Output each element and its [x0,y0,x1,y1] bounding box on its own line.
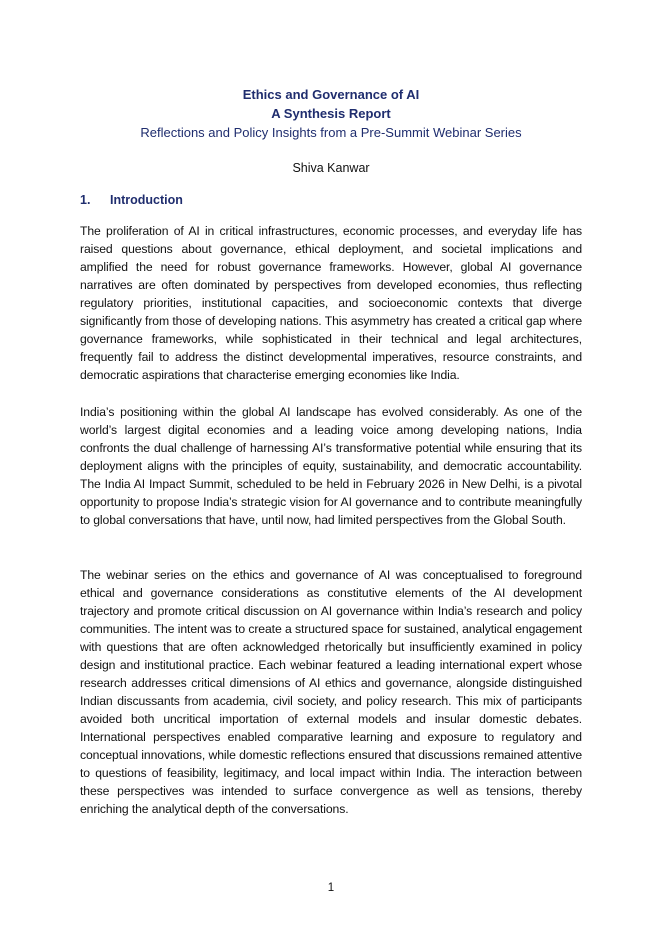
paragraph-2: India’s positioning within the global AI landscape has evolved considerably. As one of the world’s largest digital economies and a leading voice among developing nations, India confronts the dual challenge of harnessing AI’s transformative potential while ensuring that its deployment aligns with the principles of equity, sustainability, and democratic accountability. The India AI Impact Summit, scheduled to be held in February 2026 in New Delhi, is a pivotal opportunity to propose India’s strategic vision for AI governance and to contribute meaningfully to global conversations that have, until now, had limited perspectives from the Global South. [80,405,582,527]
report-tagline: Reflections and Policy Insights from a Pre-Summit Webinar Series [140,125,522,140]
paragraph-3: The webinar series on the ethics and governance of AI was conceptualised to foreground ethical and governance considerations as constitutive elements of the AI development trajectory and promote critical discussion on AI governance within India’s research and policy communities. The intent was to create a structured space for sustained, analytical engagement with questions that are often acknowledged rhetorically but insufficiently examined in policy design and institutional practice. Each webinar featured a leading international expert whose research addresses critical dimensions of AI ethics and governance, alongside distinguished Indian discussants from academia, civil society, and policy research. This mix of participants avoided both uncritical importation of external models and insular domestic debates. International perspectives enabled comparative learning and exposure to regulatory and conceptual innovations, while domestic reflections ensured that discussions remained attentive to questions of feasibility, legitimacy, and local impact within India. The interaction between these perspectives was intended to surface convergence as well as tensions, thereby enriching the analytical depth of the conversations. [80,568,582,816]
title-block [80,85,582,142]
section-title: Introduction [110,193,183,207]
report-title: Ethics and Governance of AI [242,87,420,102]
section-heading [80,191,183,209]
paragraph-1: The proliferation of AI in critical infrastructures, economic processes, and everyday life has raised questions about governance, ethical deployment, and societal implications and amplified the need for robust governance frameworks. However, global AI governance narratives are often dominated by perspectives from developed economies, thus reflecting regulatory priorities, institutional capacities, and socioeconomic contexts that diverge significantly from those of developing nations. This asymmetry has created a critical gap where governance frameworks, while sophisticated in their technical and legal architectures, frequently fail to address the distinct developmental imperatives, resource constraints, and democratic aspirations that characterise emerging economies like India. [80,224,582,382]
page-number: 1 [327,882,335,894]
report-subtitle: A Synthesis Report [271,106,391,121]
section-number: 1. [80,193,91,207]
author-name: Shiva Kanwar [292,161,370,175]
